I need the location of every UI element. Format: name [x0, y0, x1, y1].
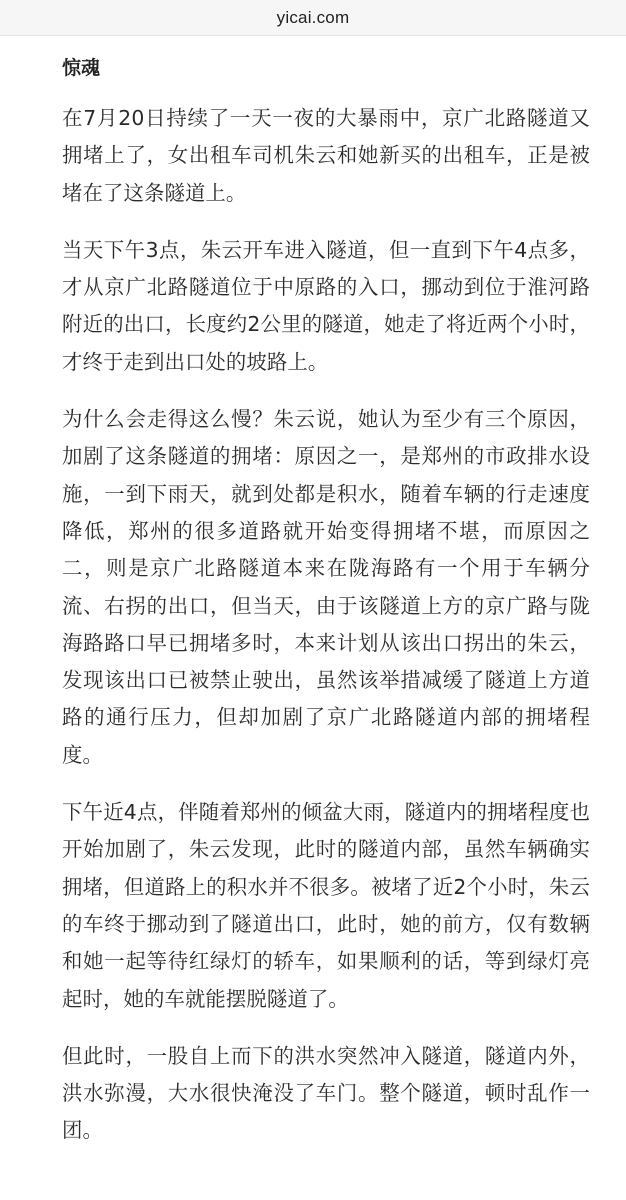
paragraph: 下午近4点，伴随着郑州的倾盆大雨，隧道内的拥堵程度也开始加剧了，朱云发现，此时的隧道内部，虽然车辆确实拥堵，但道路上的积水并不很多。被堵了近2个小时，朱云的车终于挪动到了隧道出口，此时，她的前方，仅有数辆和她一起等待红绿灯的轿车，如果顺利的话，等到绿灯亮起时，她的车就能摆脱隧道了。: [62, 800, 590, 1011]
paragraph: 当天下午3点，朱云开车进入隧道，但一直到下午4点多，才从京广北路隧道位于中原路的入口，挪动到位于淮河路附近的出口，长度约2公里的隧道，她走了将近两个小时，才终于走到出口处的坡路上。: [62, 237, 590, 374]
paragraph: 在7月20日持续了一天一夜的大暴雨中，京广北路隧道又拥堵上了，女出租车司机朱云和她新买的出租车，正是被堵在了这条隧道上。: [62, 106, 590, 205]
article-body: [0, 53, 626, 1150]
section-title: 惊魂: [62, 57, 101, 79]
address-bar[interactable]: [0, 0, 626, 36]
paragraph: 为什么会走得这么慢？朱云说，她认为至少有三个原因，加剧了这条隧道的拥堵：原因之一，是郑州的市政排水设施，一到下雨天，就到处都是积水，随着车辆的行走速度降低，郑州的很多道路就开始变得拥堵不堪，而原因之二，则是京广北路隧道本来在陇海路有一个用于车辆分流、右拐的出口，但当天，由于该隧道上方的京广路与陇海路路口早已拥堵多时，本来计划从该出口拐出的朱云，发现该出口已被禁止驶出，虽然该举措减缓了隧道上方道路的通行压力，但却加剧了京广北路隧道内部的拥堵程度。: [62, 407, 590, 767]
url-text[interactable]: yicai.com: [276, 7, 350, 27]
paragraph: 但此时，一股自上而下的洪水突然冲入隧道，隧道内外，洪水弥漫，大水很快淹没了车门。整个隧道，顿时乱作一团。: [62, 1043, 590, 1143]
